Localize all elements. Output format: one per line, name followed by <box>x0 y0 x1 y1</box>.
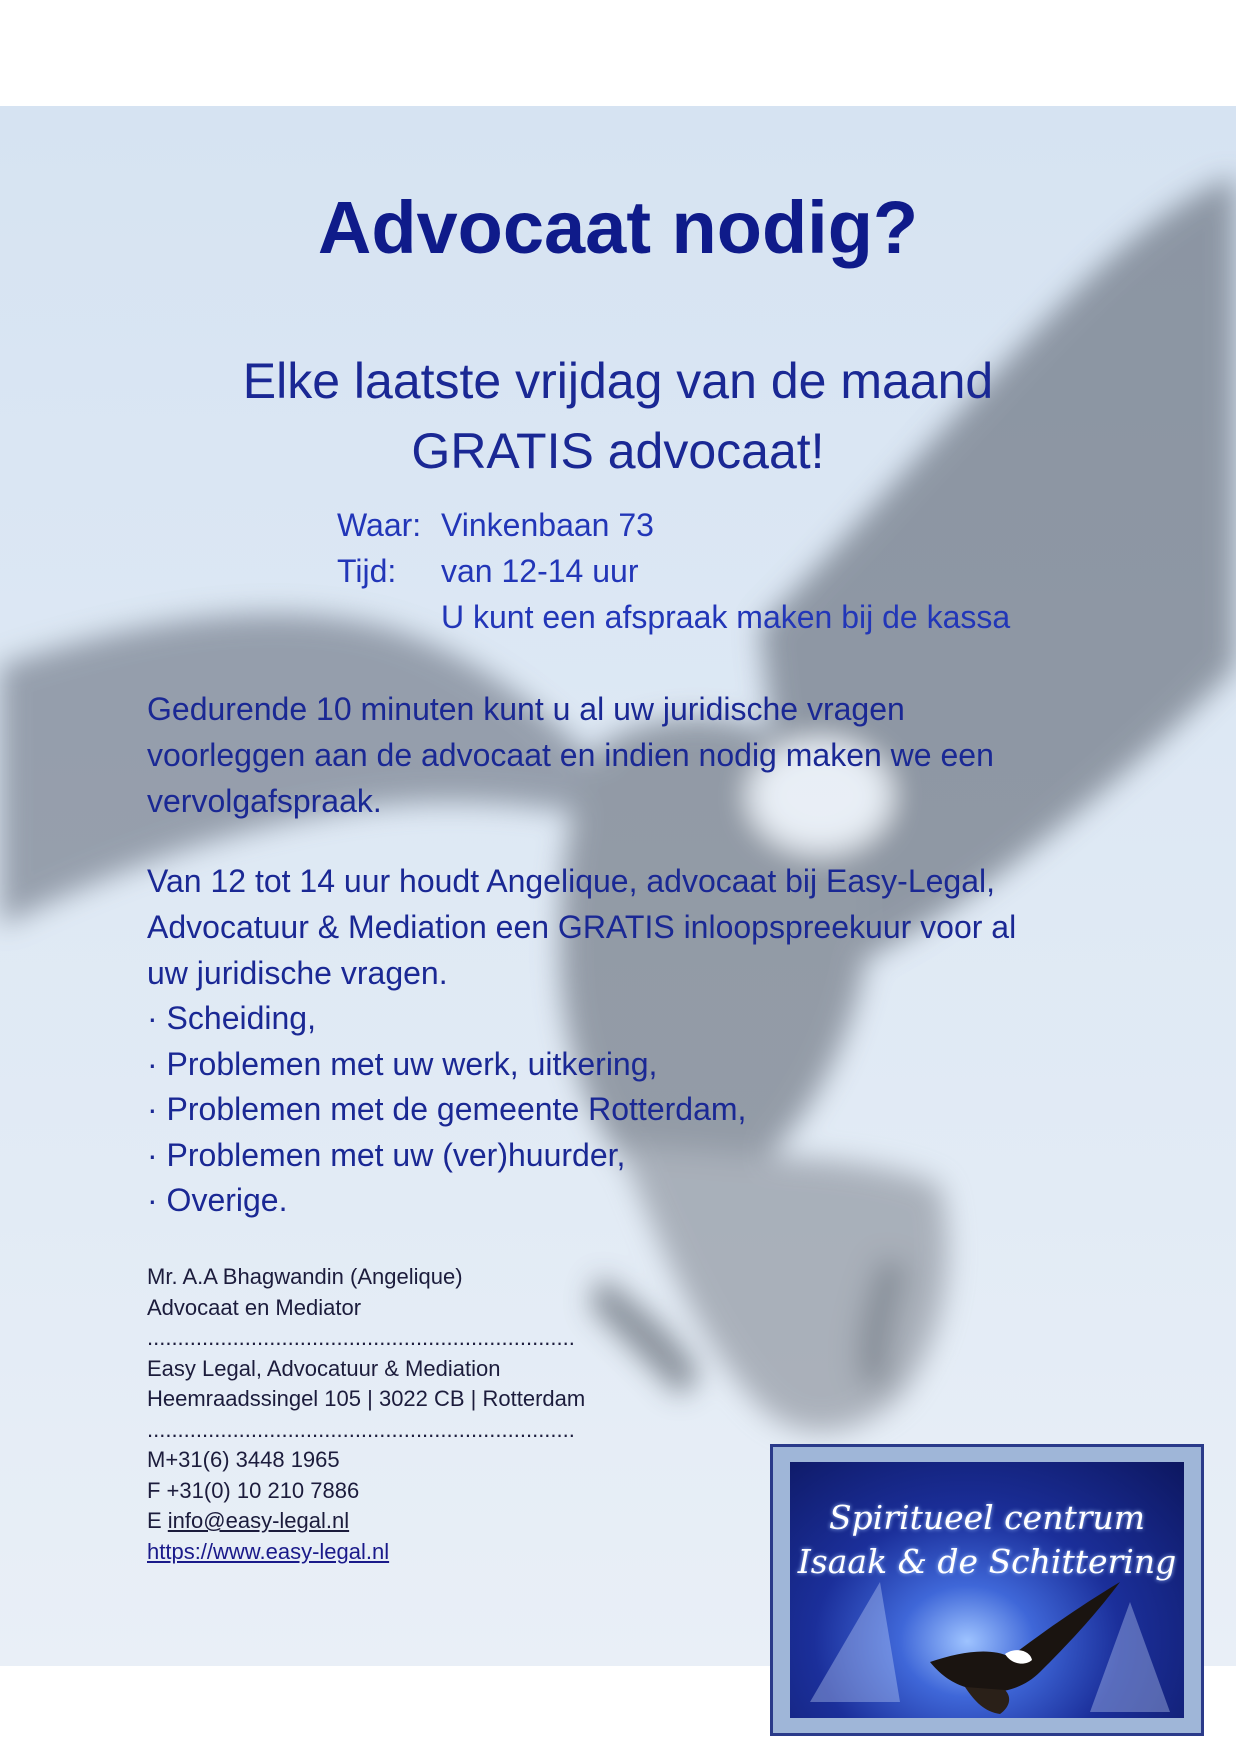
list-item: · Problemen met de gemeente Rotterdam, <box>147 1091 747 1127</box>
page-title: Advocaat nodig? <box>317 186 919 269</box>
consultation-paragraph <box>147 858 1147 996</box>
contact-fax: F +31(0) 10 210 7886 <box>147 1477 360 1503</box>
list-item: · Scheiding, <box>147 1000 316 1036</box>
time-label: Tijd: <box>337 553 397 589</box>
appointment-note: U kunt een afspraak maken bij de kassa <box>441 599 1011 635</box>
contact-address: Heemraadssingel 105 | 3022 CB | Rotterdam <box>147 1386 586 1411</box>
where-value: Vinkenbaan 73 <box>441 507 654 543</box>
subtitle-line-2: GRATIS advocaat! <box>411 423 825 479</box>
website-link[interactable]: https://www.easy-legal.nl <box>147 1538 390 1564</box>
subtitle-line-1: Elke laatste vrijdag van de maand <box>242 353 994 409</box>
consultation-line-3: uw juridische vragen. <box>147 955 448 991</box>
email-link[interactable]: info@easy-legal.nl <box>167 1508 350 1533</box>
subtitle <box>0 346 1236 486</box>
contact-email-row <box>147 1506 585 1537</box>
list-item: · Problemen met uw werk, uitkering, <box>147 1045 658 1082</box>
consultation-line-1: Van 12 tot 14 uur houdt Angelique, advocaat bij Easy-Legal, <box>147 863 996 899</box>
contact-separator: ...................................................................... <box>147 1325 575 1350</box>
contact-role: Advocaat en Mediator <box>147 1294 362 1320</box>
topics-list <box>147 996 746 1224</box>
list-item: · Problemen met uw (ver)huurder, <box>147 1136 626 1173</box>
intro-line-1: Gedurende 10 minuten kunt u al uw juridische vragen <box>147 691 905 727</box>
spiritueel-centrum-logo <box>770 1444 1204 1736</box>
intro-line-3: vervolgafspraak. <box>147 783 382 819</box>
time-value: van 12-14 uur <box>441 553 639 589</box>
contact-name: Mr. A.A Bhagwandin (Angelique) <box>147 1264 463 1289</box>
contact-firm: Easy Legal, Advocatuur & Mediation <box>147 1355 501 1381</box>
consultation-line-2: Advocatuur & Mediation een GRATIS inloopspreekuur voor al <box>147 909 1017 945</box>
intro-paragraph <box>147 686 1147 824</box>
email-prefix: E <box>147 1508 168 1533</box>
logo-line-2: Isaak & de Schittering <box>797 1542 1177 1581</box>
where-label: Waar: <box>337 507 422 543</box>
contact-mobile: M+31(6) 3448 1965 <box>147 1447 340 1472</box>
logo-line-1: Spiritueel centrum <box>828 1498 1146 1537</box>
intro-line-2: voorleggen aan de advocaat en indien nodig maken we een <box>147 737 994 773</box>
logo-image <box>790 1462 1184 1718</box>
list-item: · Overige. <box>147 1182 288 1218</box>
contact-block <box>147 1262 585 1567</box>
contact-separator: ...................................................................... <box>147 1416 575 1442</box>
